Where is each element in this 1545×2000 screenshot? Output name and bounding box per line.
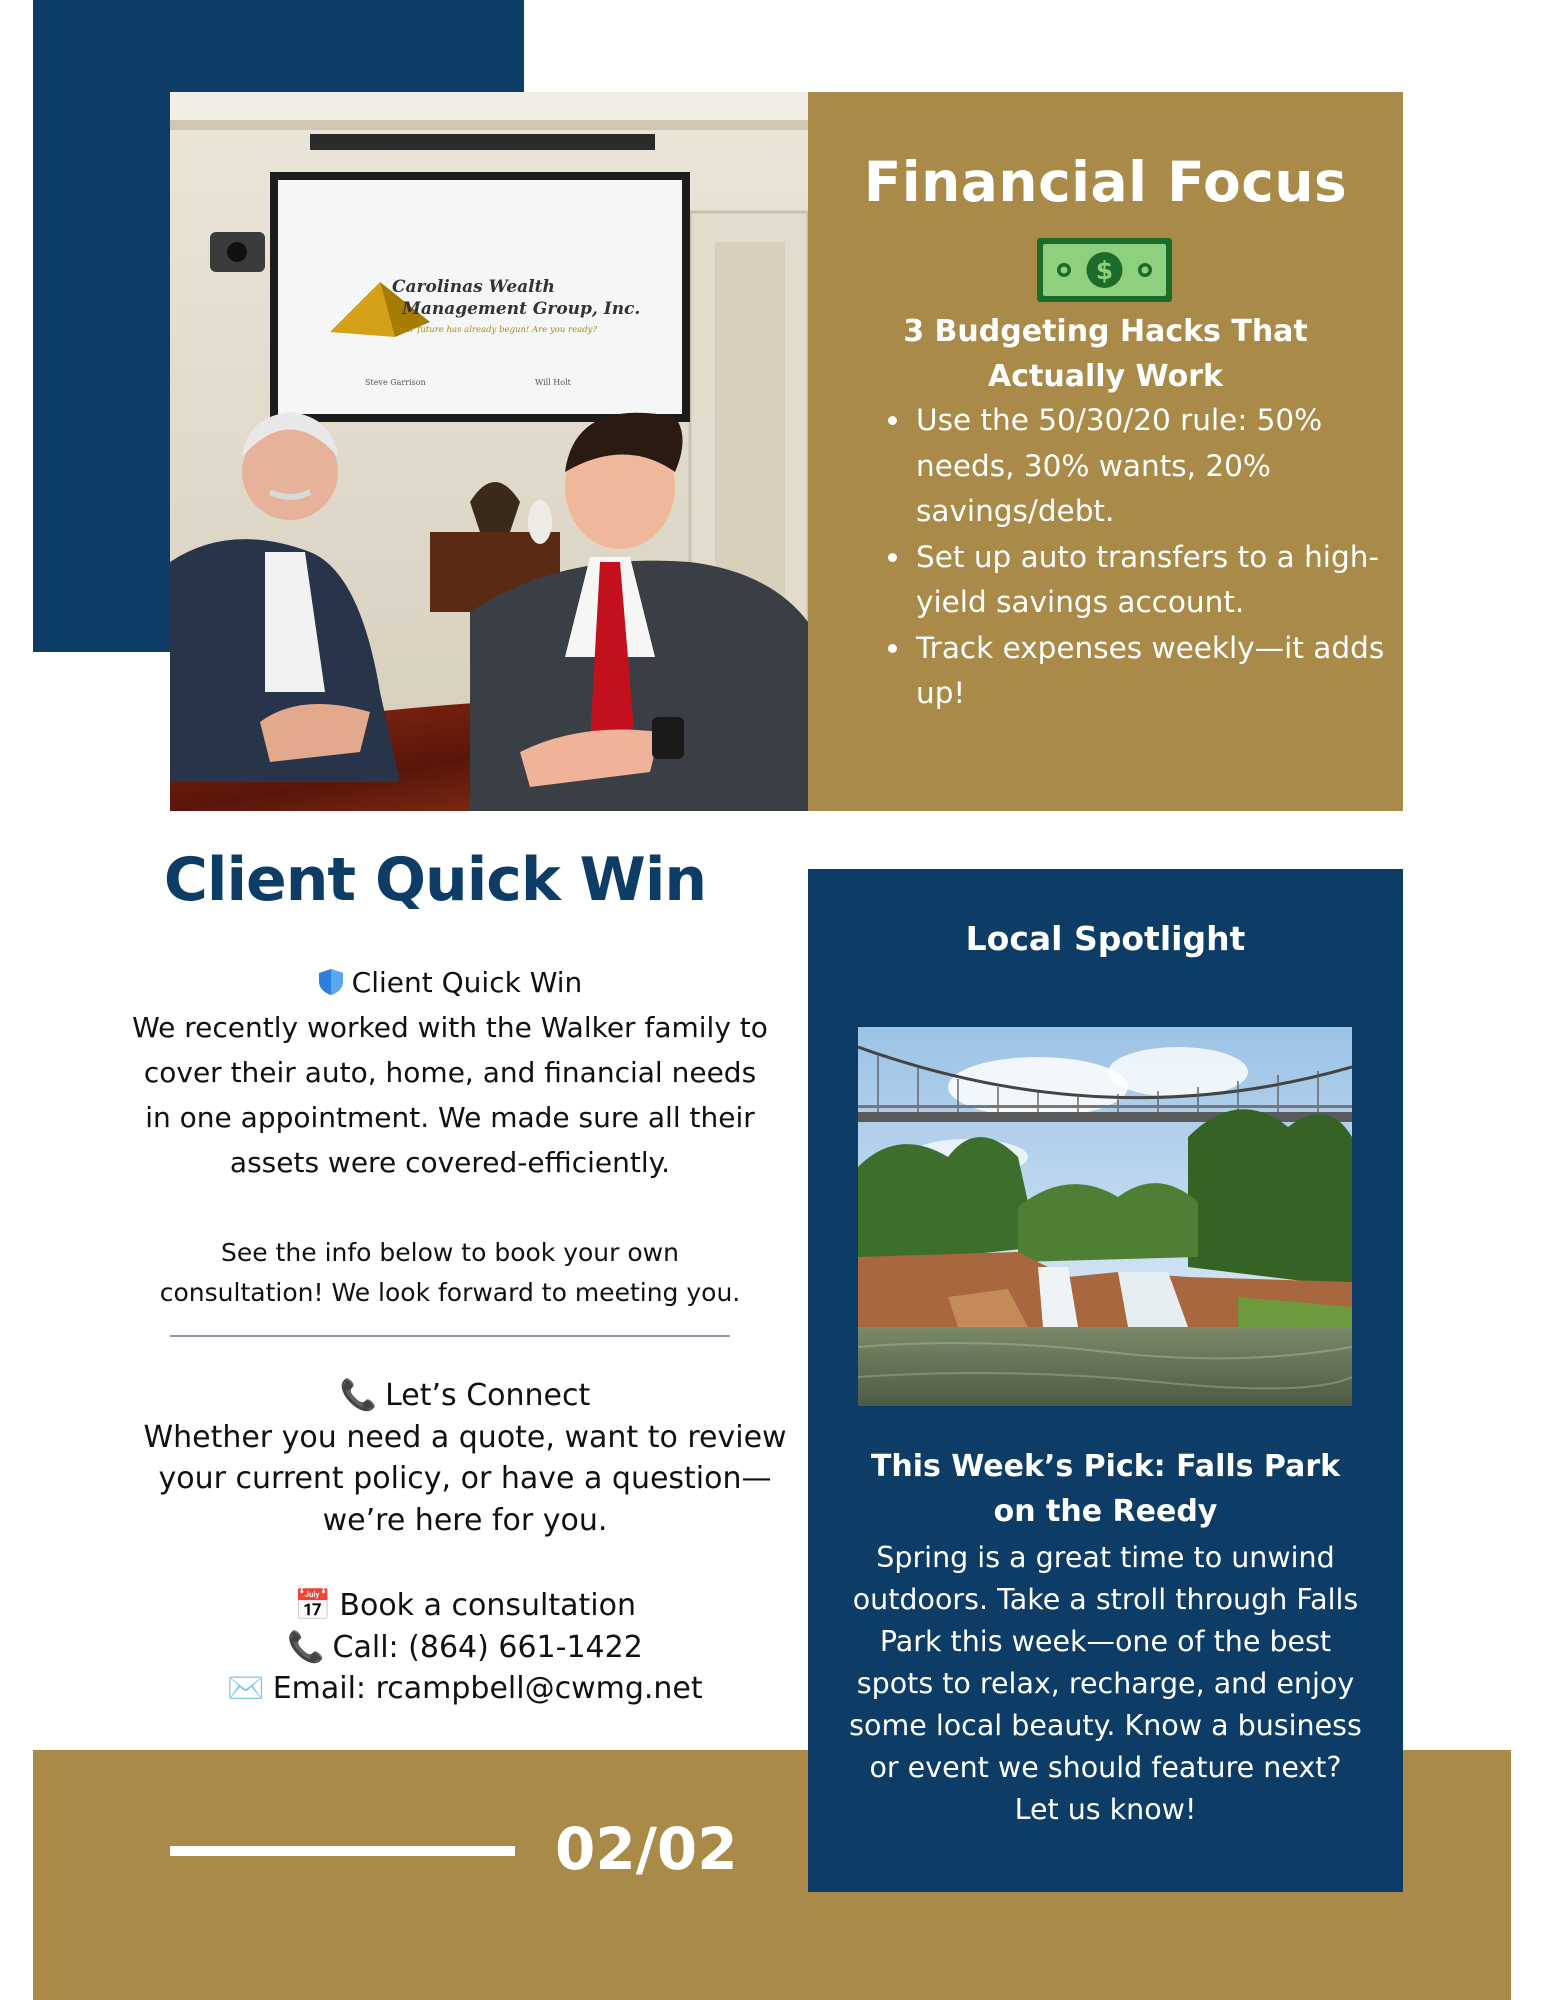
call-row[interactable] [140,1627,790,1669]
blue-shield-icon [318,960,344,1005]
page-number: 02/02 [555,1815,738,1883]
footer-rule [170,1846,515,1856]
local-spotlight-panel [808,869,1403,1892]
financial-focus-title: Financial Focus [863,150,1348,214]
hack-item: • Track expenses weekly—it adds up! [913,626,1393,717]
book-consultation-row[interactable] [140,1585,790,1627]
falls-park-illustration [858,1027,1352,1406]
contact-info [140,1585,790,1710]
client-quick-win-text: We recently worked with the Walker family to cover their auto, home, and financial needs in one appointment. We made sure all their assets were covered-efficiently. [132,1011,768,1179]
office-photo-illustration [170,92,808,811]
email-address[interactable]: Email: rcampbell@cwmg.net [272,1671,703,1706]
client-quick-win-label-row [130,960,770,1005]
hack-item: • Use the 50/30/20 rule: 50% needs, 30% wants, 20% savings/debt. [913,398,1393,535]
dollar-bill-icon [1036,237,1173,303]
book-consultation-link[interactable]: Book a consultation [339,1588,636,1623]
phone-icon: 📞 [287,1629,325,1665]
screen-name-left: Steve Garrison [365,378,426,387]
consultation-invite-text: See the info below to book your own consultation! We look forward to meeting you. [159,1238,741,1307]
weekly-pick-title: This Week’s Pick: Falls Park on the Reedy [870,1449,1341,1529]
screen-brand-line1: Carolinas Wealth [392,277,555,297]
lets-connect-title: Let’s Connect [385,1378,591,1413]
lets-connect-title-row [140,1375,790,1417]
client-quick-win-label: Client Quick Win [351,966,583,999]
lets-connect-body: Whether you need a quote, want to review your current policy, or have a question—we’re here for you. [143,1419,787,1538]
local-spotlight-title: Local Spotlight [965,919,1246,958]
svg-text:$: $ [1095,256,1114,285]
budgeting-hacks-list [878,398,1393,717]
phone-icon: 📞 [339,1378,378,1413]
client-quick-win-body [130,960,770,1185]
weekly-pick-body: Spring is a great time to unwind outdoors. Take a stroll through Falls Park this week—one of the best spots to relax, recharge, and enjoy some local beauty. Know a business or event we should feature next? Let us know! [849,1541,1362,1826]
client-quick-win-heading: Client Quick Win [163,845,707,915]
screen-brand-line2: Management Group, Inc. [402,299,641,319]
screen-tagline: Your future has already begun! Are you ready? [395,325,598,335]
budgeting-hacks-title: 3 Budgeting Hacks That Actually Work [903,314,1308,394]
hack-item: • Set up auto transfers to a high-yield savings account. [913,535,1393,626]
falls-park-photo [858,1027,1352,1406]
calendar-icon: 📅 [294,1588,332,1623]
envelope-icon: ✉️ [227,1671,265,1706]
financial-focus-panel [808,92,1403,811]
email-row[interactable] [140,1668,790,1710]
office-photo [170,92,808,811]
phone-number[interactable]: Call: (864) 661-1422 [332,1629,643,1665]
section-divider [170,1335,730,1337]
screen-name-right: Will Holt [535,378,571,387]
lets-connect-section [140,1375,790,1541]
